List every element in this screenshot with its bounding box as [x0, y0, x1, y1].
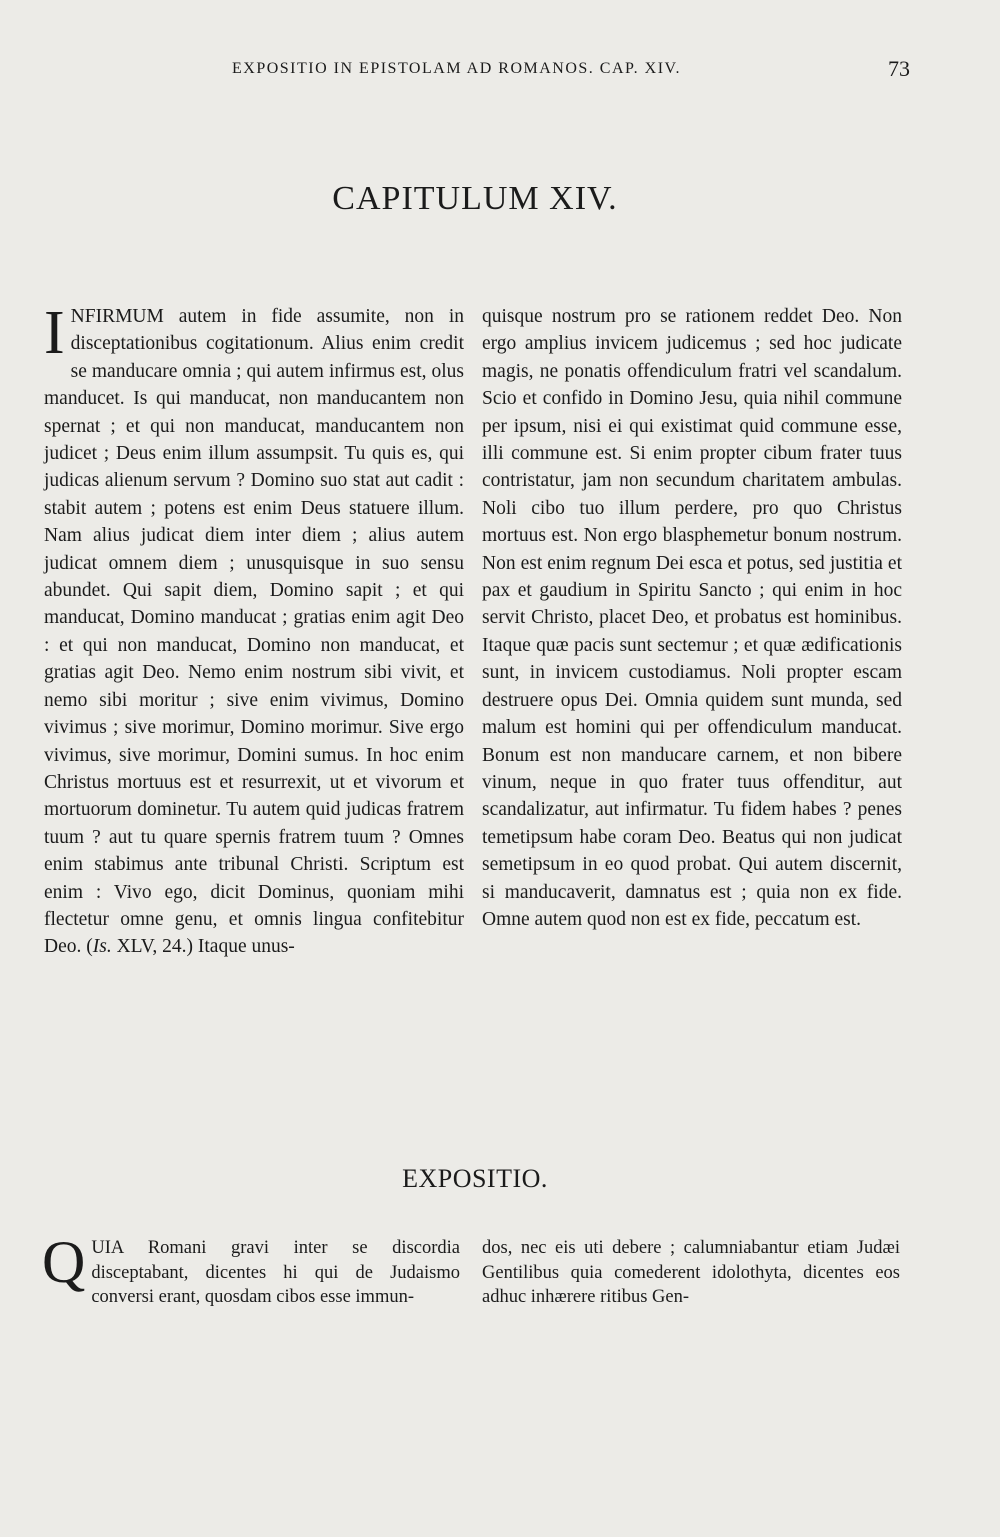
citation-book: Is. [92, 936, 112, 958]
chapter-right-text: quisque nostrum pro se rationem reddet Deo. Non ergo amplius invicem judicemus ; sed hoc judicate magis, ne ponatis offendiculum fratri vel scandalum. Scio et confido in Domino Jesu, quia nihil commune per ipsum, nisi ei qui existimat quid commune esse, illi commune est. Si enim propter cibum frater tuus contristatur, jam non secundum charitatem ambulas. Noli cibo tuo illum perdere, pro quo Christus mortuus est. Non ergo blasphemetur bonum nostrum. Non est enim regnum Dei esca et potus, sed justitia et pax et gaudium in Spiritu Sancto ; qui enim in hoc servit Christo, placet Deo, et probatus est hominibus. Itaque quæ pacis sunt sectemur ; et quæ ædificationis sunt, in invicem custodiamus. Noli propter escam destruere opus Dei. Omnia quidem sunt munda, sed malum est homini qui per offendiculum manducat. Bonum est non manducare carnem, et non bibere vinum, neque in quo frater tuus offenditur, aut scandalizatur, aut infirmatur. Tu fidem habes ? penes temetipsum habe coram Deo. Beatus qui non judicat semetipsum in eo quod probat. Qui autem discernit, si manducaverit, damnatus est ; quia non ex fide. Omne autem quod non est ex fide, peccatum est. [482, 306, 902, 930]
expositio-left-text: UIA Romani gravi inter se discordia disceptabant, dicentes hi qui de Judaismo conversi erant, quosdam cibos esse immun- [91, 1238, 460, 1307]
expositio-dropcap: Q [42, 1229, 86, 1295]
page-number: 73 [888, 56, 910, 81]
expositio-right-column [482, 1236, 900, 1310]
citation-open: ( [86, 936, 93, 958]
chapter-text-right-column [482, 303, 902, 933]
running-title: EXPOSITIO IN EPISTOLAM AD ROMANOS. CAP. XIV. [232, 60, 682, 77]
chapter-paragraph-left [44, 299, 464, 961]
expositio-left-column [42, 1229, 460, 1310]
chapter-title: CAPITULUM XIV. [332, 180, 618, 217]
chapter-left-text: NFIRMUM autem in fide assumite, non in disceptationibus cogitationum. Alius enim credit se manducare omnia ; qui autem infirmus est, olus manducet. Is qui manducat, non manducantem non spernat ; et qui non manducat, manducantem non judicet ; Deus enim illum assumpsit. Tu quis es, qui judicas alienum servum ? Domino suo stat aut cadit : stabit autem ; potens est enim Deus statuere illum. Nam alius judicat diem inter diem ; alius autem judicat omnem diem ; unusquisque in suo sensu abundet. Qui sapit diem, Domino sapit ; et qui manducat, Domino manducat ; gratias enim agit Deo : et qui non manducat, Domino non manducat, et gratias agit Deo. Nemo enim nostrum sibi vivit, et nemo sibi moritur ; sive enim vivimus, Domino vivimus ; sive morimur, Domino morimur. Sive ergo vivimus, sive morimur, Domini sumus. In hoc enim Christus mortuus est et resurrexit, ut et vivorum et mortuorum dominetur. Tu autem quid judicas fratrem tuum ? aut tu quare spernis fratrem tuum ? Omnes enim stabimus ante tribunal Christi. Scriptum est enim : Vivo ego, dicit Dominus, quoniam mihi flectetur omne genu, et omnis lingua confitebitur Deo. [44, 306, 464, 958]
expositio-title: EXPOSITIO. [402, 1164, 548, 1193]
chapter-text-left-column [44, 299, 464, 961]
citation-rest: XLV, 24.) [111, 936, 193, 958]
expositio-right-text: dos, nec eis uti debere ; calumniabantur etiam Judæi Gentilibus quia comederent idolothyta, dicentes eos adhuc inhærere ritibus Gen- [482, 1238, 900, 1307]
chapter-left-tail: Itaque unus- [193, 936, 295, 958]
chapter-dropcap: I [44, 299, 65, 367]
expositio-paragraph-left [42, 1229, 460, 1310]
